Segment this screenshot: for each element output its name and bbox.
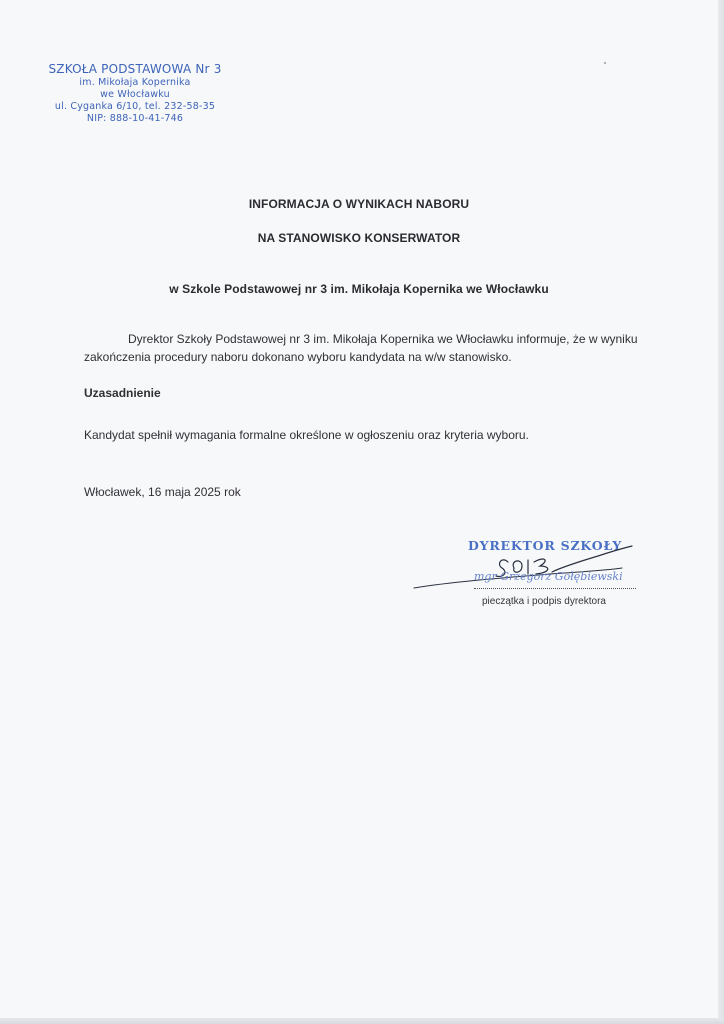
stamp-nip: NIP: 888-10-41-746 (86, 113, 184, 124)
document-title-line1: INFORMACJA O WYNIKACH NABORU (248, 197, 470, 211)
school-header-stamp (40, 62, 230, 125)
scan-speck (604, 62, 606, 64)
scan-edge-bottom (0, 1018, 724, 1024)
justification-paragraph: Kandydat spełnił wymagania formalne określone w ogłoszeniu oraz kryteria wyboru. (84, 428, 529, 442)
stamp-school-name: SZKOŁA PODSTAWOWA Nr 3 (48, 62, 222, 76)
scan-edge-right (718, 0, 724, 1024)
stamp-patron: im. Mikołaja Kopernika (79, 77, 191, 88)
place-and-date: Włocławek, 16 maja 2025 rok (84, 485, 241, 499)
stamp-city: we Włocławku (100, 89, 170, 100)
director-name: mgr Grzegorz Gołębiewski (474, 570, 623, 583)
director-stamp-title: DYREKTOR SZKOŁY (468, 538, 623, 553)
signature-dotted-line (474, 588, 636, 589)
document-subtitle: w Szkole Podstawowej nr 3 im. Mikołaja Kopernika we Włocławku (169, 282, 549, 296)
handwritten-signature (410, 542, 640, 592)
announcement-paragraph: Dyrektor Szkoły Podstawowej nr 3 im. Mikołaja Kopernika we Włocławku informuje, że w wyniku zakończenia procedury naboru dokonano wyboru kandydata na w/w stanowisko. (84, 332, 638, 364)
justification-heading: Uzasadnienie (84, 386, 161, 400)
stamp-address: ul. Cyganka 6/10, tel. 232-58-35 (54, 101, 216, 112)
signature-caption: pieczątka i podpis dyrektora (482, 596, 606, 607)
document-title-line2: NA STANOWISKO KONSERWATOR (257, 231, 461, 245)
